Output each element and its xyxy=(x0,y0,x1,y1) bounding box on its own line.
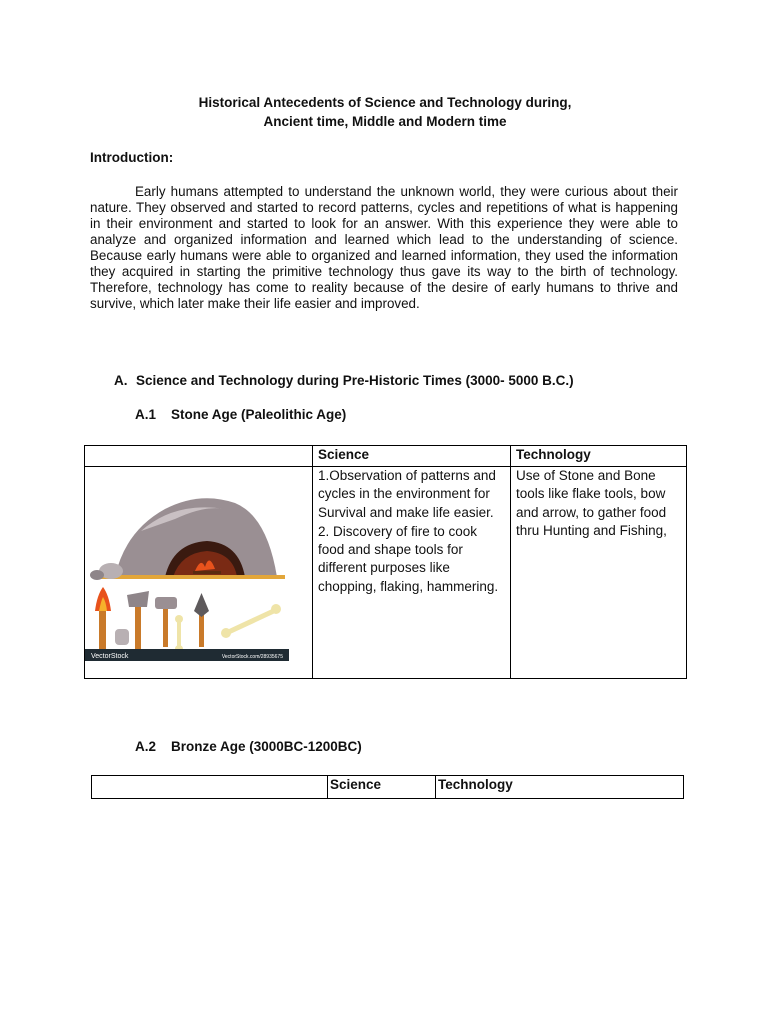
stone-age-illustration xyxy=(85,471,289,661)
bronze-age-heading xyxy=(135,739,362,754)
science-cell xyxy=(313,467,511,679)
stone-age-table xyxy=(84,445,687,679)
section-a-marker: A. xyxy=(114,373,128,388)
flake-stone-icon xyxy=(115,629,129,645)
table-header-empty xyxy=(85,446,313,467)
cave-icon xyxy=(115,498,277,577)
section-a-heading xyxy=(114,373,574,388)
introduction-heading: Introduction: xyxy=(90,150,174,165)
table-header-row xyxy=(85,446,687,467)
table-header-empty xyxy=(92,776,328,799)
title-line-1: Historical Antecedents of Science and Technology during, xyxy=(198,95,572,110)
bone-icon xyxy=(175,615,183,653)
title-line-2: Ancient time, Middle and Modern time xyxy=(263,114,507,129)
technology-header: Technology xyxy=(436,776,684,799)
torch-icon xyxy=(95,587,111,649)
bronze-age-number: A.2 xyxy=(135,739,157,754)
bronze-age-title: Bronze Age (3000BC-1200BC) xyxy=(171,739,362,754)
watermark-brand: VectorStock xyxy=(91,653,129,660)
ground-line xyxy=(95,575,285,579)
spear-tip-icon xyxy=(194,593,209,647)
stone-age-title: Stone Age (Paleolithic Age) xyxy=(171,407,347,422)
stone-age-heading xyxy=(135,407,346,422)
stone-age-number: A.1 xyxy=(135,407,157,422)
document-title xyxy=(90,93,680,131)
stone-hammer-icon xyxy=(155,597,177,647)
bone-icon xyxy=(221,604,281,638)
bronze-age-table xyxy=(91,775,684,799)
science-point-1: 1.Observation of patterns and cycles in the environment for Survival and make life easier. xyxy=(318,468,496,520)
section-a-title: Science and Technology during Pre-Historic Times (3000- 5000 B.C.) xyxy=(136,373,574,388)
technology-header: Technology xyxy=(511,446,687,467)
introduction-paragraph: Early humans attempted to understand the unknown world, they were curious about their nature. They observed and started to record patterns, cycles and repetitions of what is happening in their environment and started to look for an answer. With this experience they were able to analyze and organized information and learned which lead to the understanding of science. Because early humans were able to organized and learned information, they used the information they acquired in starting the primitive technology thus gave its way to the birth of technology. Therefore, technology has come to reality because of the desire of early humans to thrive and survive, which later make their life easier and improved. xyxy=(90,184,678,311)
stone-age-illustration-cell xyxy=(85,467,313,679)
table-row xyxy=(85,467,687,679)
science-header: Science xyxy=(328,776,436,799)
table-header-row xyxy=(92,776,684,799)
watermark-url: VectorStock.com/28935675 xyxy=(221,654,283,660)
science-point-2: 2. Discovery of fire to cook food and shape tools for different purposes like chopping, flaking, hammering. xyxy=(318,523,499,594)
pebble-icon xyxy=(90,570,104,580)
stone-axe-icon xyxy=(127,591,149,649)
technology-cell: Use of Stone and Bone tools like flake tools, bow and arrow, to gather food thru Hunting and Fishing, xyxy=(511,467,687,679)
science-header: Science xyxy=(313,446,511,467)
